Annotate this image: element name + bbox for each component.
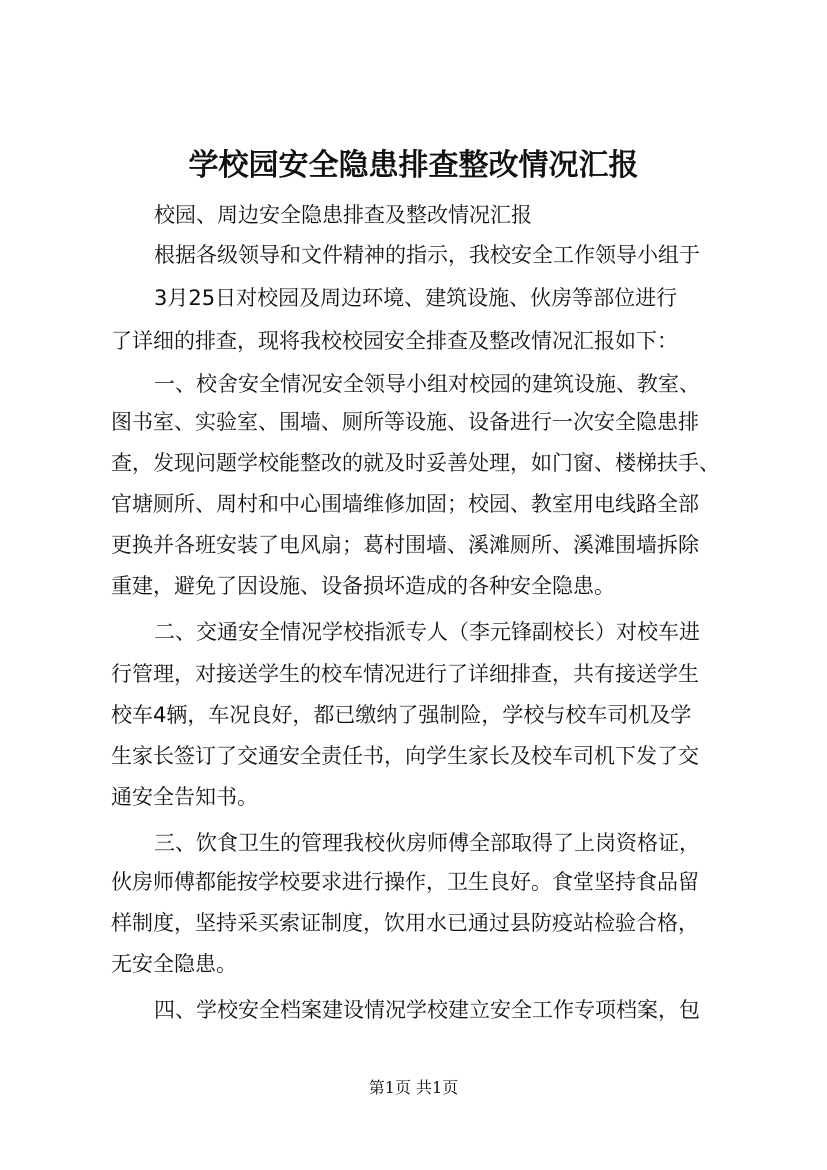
text-line: 一、校舍安全情况安全领导小组对校园的建筑设施、教室、 xyxy=(154,372,700,396)
text-line: 样制度，坚持采买索证制度，饮用水已通过县防疫站检验合格， xyxy=(111,911,699,935)
text-line: 生家长签订了交通安全责任书，向学生家长及校车司机下发了交 xyxy=(111,744,699,768)
text-line: 更换并各班安装了电风扇；葛村围墙、溪滩厕所、溪滩围墙拆除 xyxy=(111,533,699,557)
text-line: 三、饮食卫生的管理我校伙房师傅全部取得了上岗资格证， xyxy=(154,831,700,855)
text-line: 校车4辆，车况良好，都已缴纳了强制险，学校与校车司机及学 xyxy=(111,703,692,727)
text-line: 重建，避免了因设施、设备损坏造成的各种安全隐患。 xyxy=(111,574,615,598)
text-line: 3月25日对校园及周边环境、建筑设施、伙房等部位进行 xyxy=(154,286,678,310)
text-line: 根据各级领导和文件精神的指示，我校安全工作领导小组于 xyxy=(154,243,700,267)
text-line: 行管理，对接送学生的校车情况进行了详细排查，共有接送学生 xyxy=(111,662,699,686)
page-footer: 第1页 共1页 xyxy=(368,1078,459,1097)
text-line: 图书室、实验室、围墙、厕所等设施、设备进行一次安全隐患排 xyxy=(111,410,699,434)
text-line: 了详细的排查，现将我校校园安全排查及整改情况汇报如下： xyxy=(111,329,678,353)
text-line: 官塘厕所、周村和中心围墙维修加固；校园、教室用电线路全部 xyxy=(111,492,699,516)
text-line: 校园、周边安全隐患排查及整改情况汇报 xyxy=(154,203,532,227)
text-line: 伙房师傅都能按学校要求进行操作，卫生良好。食堂坚持食品留 xyxy=(111,870,699,894)
text-line: 四、学校安全档案建设情况学校建立安全工作专项档案，包 xyxy=(154,998,700,1022)
text-line: 查，发现问题学校能整改的就及时妥善处理，如门窗、楼梯扶手、 xyxy=(111,451,720,475)
text-line: 通安全告知书。 xyxy=(111,785,258,809)
text-line: 无安全隐患。 xyxy=(111,952,237,976)
text-line: 二、交通安全情况学校指派专人（李元锋副校长）对校车进 xyxy=(154,620,700,644)
document-title: 学校园安全隐患排查整改情况汇报 xyxy=(188,148,639,183)
